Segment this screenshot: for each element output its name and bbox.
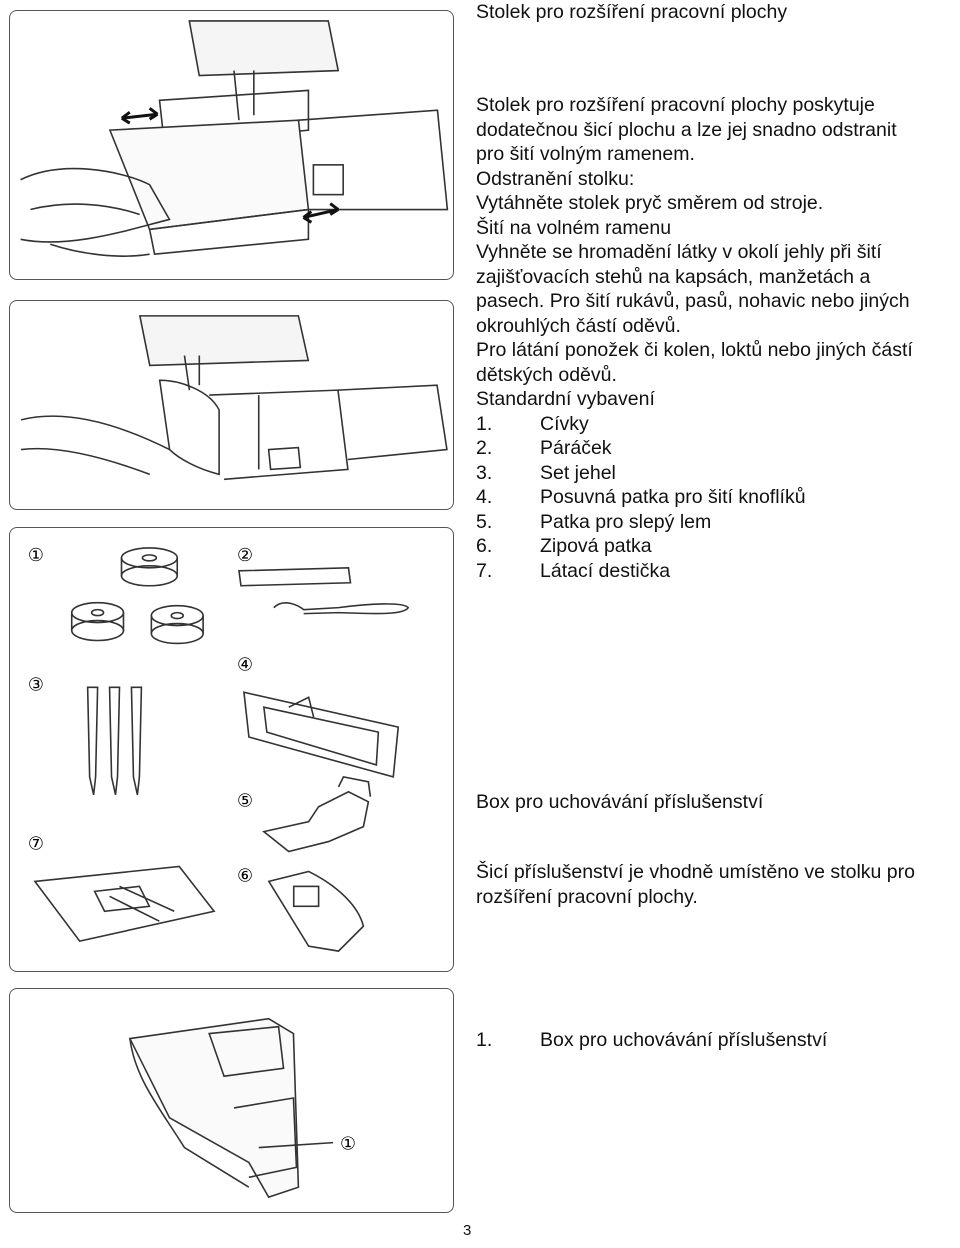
extension-table-heading: Stolek pro rozšíření pracovní plochy — [476, 1, 788, 23]
remove-table-illustration — [10, 11, 453, 279]
figure-accessory-box — [9, 988, 454, 1213]
text-line: Šicí příslušenství je vhodně umístěno ve stolku pro — [476, 861, 915, 883]
accessory-box-list — [476, 1028, 827, 1053]
list-item: 5. Patka pro slepý lem — [476, 510, 712, 533]
text-line: zajišťovacích stehů na kapsách, manžetách a — [476, 265, 871, 288]
text-line: Šití na volném ramenu — [476, 216, 672, 239]
text-line: Vytáhněte stolek pryč směrem od stroje. — [476, 192, 824, 214]
text-line: Odstranění stolku: — [476, 167, 635, 190]
page-number: 3 — [463, 1222, 472, 1239]
text-line: Vyhněte se hromadění látky v okolí jehly při šití — [476, 241, 882, 263]
marker-6: ⑥ — [236, 865, 254, 887]
text-line: Stolek pro rozšíření pracovní plochy poskytuje — [476, 94, 875, 116]
list-item: 1. Cívky — [476, 412, 589, 435]
marker-2: ② — [236, 544, 254, 566]
standard-accessories-illustration — [10, 528, 453, 971]
accessory-box-description — [476, 860, 915, 909]
bobbin-icon — [121, 548, 177, 586]
list-item: 7. Látací destička — [476, 559, 671, 582]
extension-table-description — [476, 93, 913, 583]
list-item: 1. Box pro uchovávání příslušenství — [476, 1029, 828, 1051]
figure-remove-table — [9, 10, 454, 280]
text-line: okrouhlých částí oděvů. — [476, 314, 681, 337]
list-item: 3. Set jehel — [476, 461, 616, 484]
text-line: rozšíření pracovní plochy. — [476, 885, 698, 908]
text-line: pro šití volným ramenem. — [476, 143, 695, 165]
list-item: 4. Posuvná patka pro šití knoflíků — [476, 486, 806, 508]
text-line: dětských oděvů. — [476, 363, 617, 386]
marker-5: ⑤ — [236, 790, 254, 812]
text-line: dodatečnou šicí plochu a lze jej snadno odstranit — [476, 118, 897, 141]
list-item: 6. Zipová patka — [476, 535, 652, 557]
list-item: 2. Páráček — [476, 437, 612, 459]
accessory-box-heading: Box pro uchovávání příslušenství — [476, 791, 764, 813]
text-line: Standardní vybavení — [476, 388, 655, 410]
marker-7: ⑦ — [27, 833, 44, 855]
figure-free-arm — [9, 300, 454, 510]
marker-3: ③ — [27, 674, 44, 696]
figure-standard-accessories — [9, 527, 454, 972]
free-arm-illustration — [10, 301, 453, 509]
marker-4: ④ — [236, 654, 254, 676]
text-line: Pro látání ponožek či kolen, loktů nebo jiných částí — [476, 339, 913, 361]
standard-accessories-list — [476, 412, 913, 584]
marker-box-1: ① — [340, 1133, 357, 1155]
text-line: pasech. Pro šití rukávů, pasů, nohavic nebo jiných — [476, 290, 910, 312]
marker-1: ① — [27, 544, 44, 566]
accessory-box-illustration — [10, 989, 453, 1212]
